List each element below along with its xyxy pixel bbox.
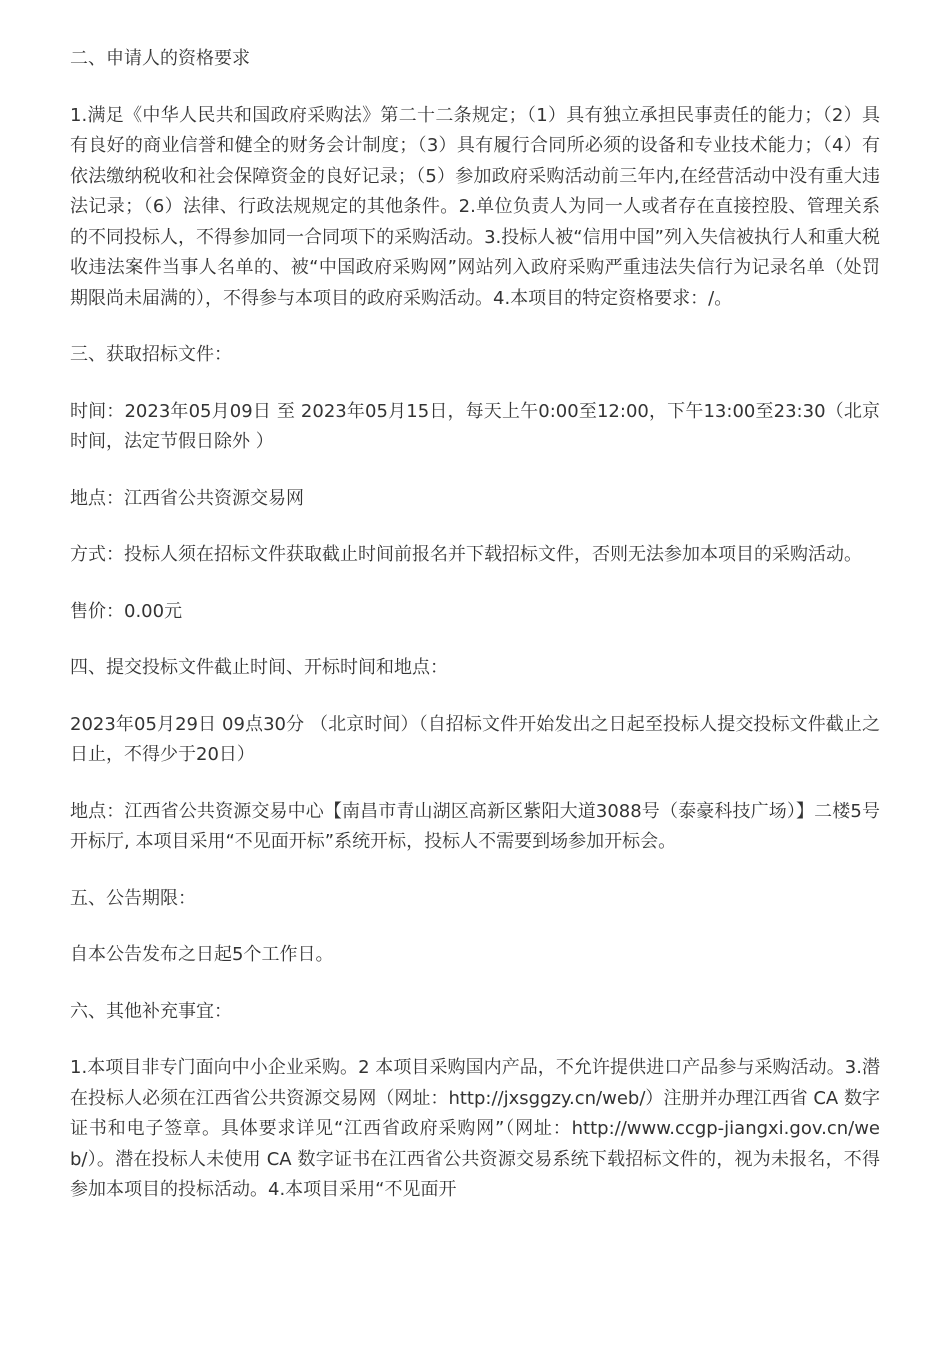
obtain-price: 售价：0.00元 <box>70 600 183 622</box>
obtain-time: 时间：2023年05月09日 至 2023年05月15日，每天上午0:00至12:00，下午13:00至23:30（北京时间，法定节假日除外 ） <box>70 400 880 452</box>
submission-place: 地点：江西省公共资源交易中心【南昌市青山湖区高新区紫阳大道3088号（泰豪科技广场）】二楼5号开标厅, 本项目采用“不见面开标”系统开标，投标人不需要到场参加开标会。 <box>70 800 880 852</box>
other-matters-body: 1.本项目非专门面向中小企业采购。2 本项目采购国内产品，不允许提供进口产品参与采购活动。3.潜在投标人必须在江西省公共资源交易网（网址：http://jxsggzy.cn/web/）注册并办理江西省 CA 数字证书和电子签章。具体要求详见“江西省政府采购网”（网址：http://www.ccgp-jiangxi.gov.cn/web/）。潜在投标人未使用 CA 数字证书在江西省公共资源交易系统下载招标文件的，视为未报名，不得参加本项目的投标活动。4.本项目采用“不见面开 <box>70 1057 880 1200</box>
notice-period-body: 自本公告发布之日起5个工作日。 <box>70 944 334 965</box>
section-heading-submission: 四、提交投标文件截止时间、开标时间和地点： <box>70 657 448 678</box>
section-heading-other-matters: 六、其他补充事宜： <box>70 1000 232 1022</box>
section-heading-obtain-documents: 三、获取招标文件： <box>70 344 232 365</box>
section-heading-qualifications: 二、申请人的资格要求 <box>70 48 250 69</box>
section-heading-notice-period: 五、公告期限： <box>70 887 196 909</box>
submission-deadline: 2023年05月29日 09点30分 （北京时间）（自招标文件开始发出之日起至投标人提交投标文件截止之日止，不得少于20日） <box>70 713 880 765</box>
obtain-place: 地点：江西省公共资源交易网 <box>70 487 304 509</box>
obtain-method: 方式：投标人须在招标文件获取截止时间前报名并下载招标文件，否则无法参加本项目的采购活动。 <box>70 544 862 565</box>
qualifications-body: 1.满足《中华人民共和国政府采购法》第二十二条规定；（1）具有独立承担民事责任的能力；（2）具有良好的商业信誉和健全的财务会计制度；（3）具有履行合同所必须的设备和专业技术能力；（4）有依法缴纳税收和社会保障资金的良好记录；（5）参加政府采购活动前三年内,在经营活动中没有重大违法记录；（6）法律、行政法规规定的其他条件。2.单位负责人为同一人或者存在直接控股、管理关系的不同投标人，不得参加同一合同项下的采购活动。3.投标人被“信用中国”列入失信被执行人和重大税收违法案件当事人名单的、被“中国政府采购网”网站列入政府采购严重违法失信行为记录名单（处罚期限尚未届满的），不得参与本项目的政府采购活动。4.本项目的特定资格要求：/。 <box>70 104 880 309</box>
